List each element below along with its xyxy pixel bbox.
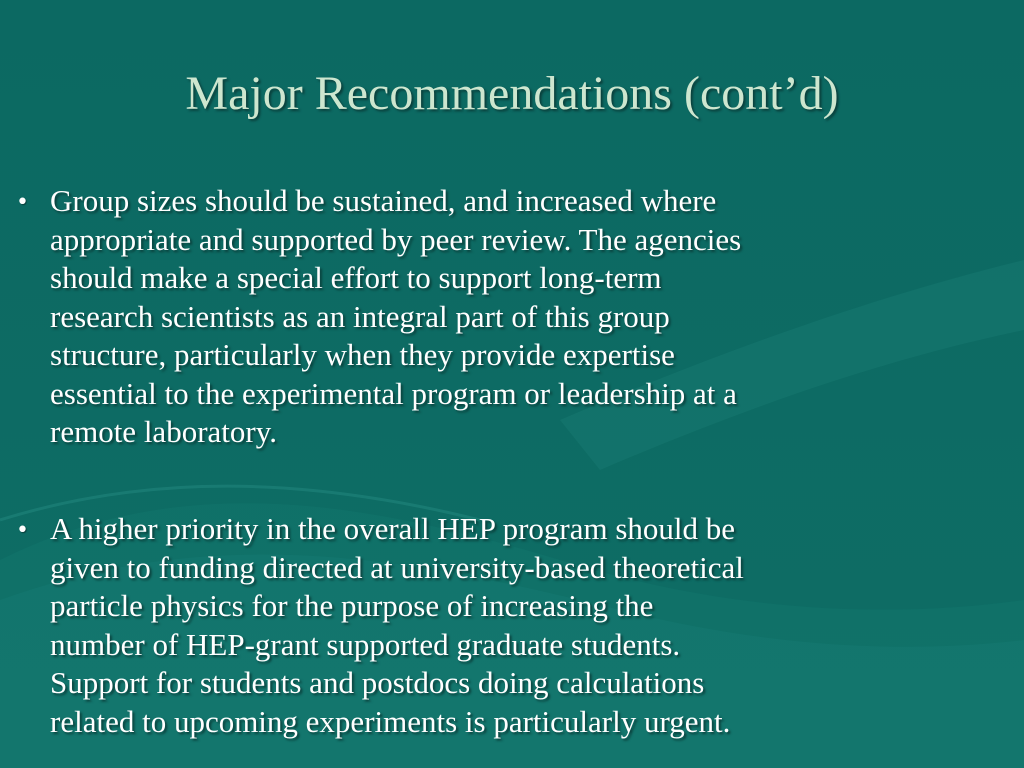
bullet-marker: • xyxy=(16,190,29,215)
bullet-text: Group sizes should be sustained, and increased where appropriate and supported by peer review. The agencies should make a special effort to support long-term research scientists as an integral part of this group structure, particularly when they provide expertise essential to the experimental program or leadership at a remote laboratory. xyxy=(50,183,742,449)
bullet-marker: • xyxy=(16,518,29,543)
bullet-text: A higher priority in the overall HEP program should be given to funding directed at university-based theoretical particle physics for the purpose of increasing the number of HEP-grant supported graduate students. Support for students and postdocs doing calculations related to upcoming experiments is particularly urgent. xyxy=(50,511,744,739)
slide-title: Major Recommendations (cont’d) xyxy=(185,67,839,120)
bullet-item xyxy=(16,182,1006,452)
bullet-item xyxy=(16,510,1006,741)
